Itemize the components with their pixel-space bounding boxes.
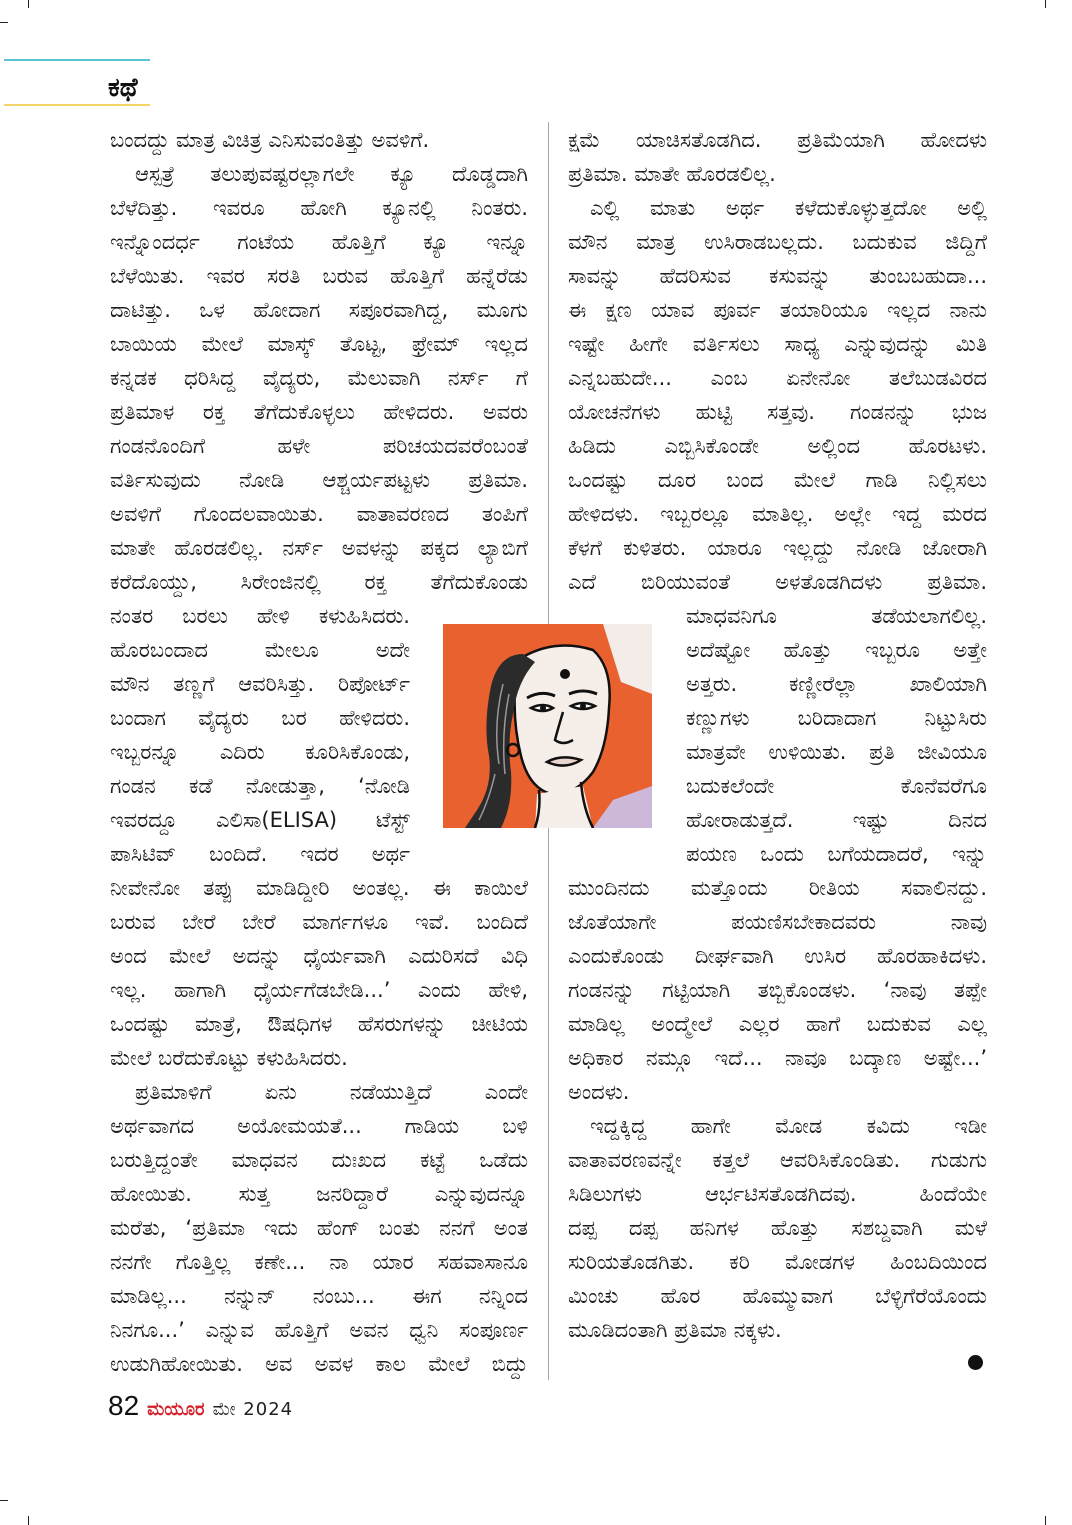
crop-mark [0,1500,8,1501]
text-line: ಪಾಸಿಟಿವ್ ಬಂದಿದೆ. ಇದರ ಅರ್ಥ [110,842,410,866]
text-line: ಮಾತ್ರವೇ ಉಳಿಯಿತು. ಪ್ರತಿ ಜೀವಿಯೂ [686,740,987,764]
text-line: ಬಾಯಿಯ ಮೇಲೆ ಮಾಸ್ಕ್ ತೊಟ್ಟ, ಫ್ರೇಮ್ ಇಲ್ಲದ [110,332,528,356]
crop-mark [1045,1516,1046,1525]
text-line: ಬೆಳೆದಿತ್ತು. ಇವರೂ ಹೋಗಿ ಕ್ಯೂನಲ್ಲಿ ನಿಂತರು. [110,196,528,220]
crop-mark [0,22,8,23]
text-line: ಮೌನ ಮಾತ್ರ ಉಸಿರಾಡಬಲ್ಲದು. ಬದುಕುವ ಜಿದ್ದಿಗೆ [568,230,987,254]
text-line: ಬಂದಾಗ ವೈದ್ಯರು ಬರ ಹೇಳಿದರು. [110,706,410,730]
text-line: ಕರೆದೊಯ್ದು, ಸಿರೇಂಜಿನಲ್ಲಿ ರಕ್ತ ತೆಗೆದುಕೊಂಡು [110,570,528,594]
text-line: ದಪ್ಪ ದಪ್ಪ ಹನಿಗಳ ಹೊತ್ತು ಸಶಬ್ದವಾಗಿ ಮಳೆ [568,1216,987,1240]
text-line: ಹೋಯಿತು. ಸುತ್ತ ಜನರಿದ್ದಾರೆ ಎನ್ನುವುದನ್ನೂ [110,1182,528,1206]
section-rule-top [4,59,150,61]
text-line: ಇವರದ್ದೂ ಎಲಿಸಾ(ELISA) ಟೆಸ್ಟ್ [110,808,410,832]
text-line: ಬರುತ್ತಿದ್ದಂತೇ ಮಾಧವನ ದುಃಖದ ಕಟ್ಟೆ ಒಡೆದು [110,1148,528,1172]
text-line: ಪ್ರತಿಮಾಳ ರಕ್ತ ತೆಗೆದುಕೊಳ್ಳಲು ಹೇಳಿದರು. ಅವರು [110,400,528,424]
text-line: ನೀವೇನೋ ತಪ್ಪು ಮಾಡಿದ್ದೀರಿ ಅಂತಲ್ಲ. ಈ ಕಾಯಿಲೆ [110,876,528,900]
text-line: ಬಂದದ್ದು ಮಾತ್ರ ವಿಚಿತ್ರ ಎನಿಸುವಂತಿತ್ತು ಅವಳಿಗೆ. [110,128,430,152]
text-line: ಯೋಚನೆಗಳು ಹುಟ್ಟಿ ಸತ್ತವು. ಗಂಡನನ್ನು ಭುಜ [568,400,987,424]
text-line: ಕ್ಷಮೆ ಯಾಚಿಸತೊಡಗಿದ. ಪ್ರತಿಮೆಯಾಗಿ ಹೋದಳು [568,128,987,152]
text-line: ಬದುಕಲೆಂದೇ ಕೊನೆವರೆಗೂ [686,774,987,798]
text-line: ಮಾಧವನಿಗೂ ತಡೆಯಲಾಗಲಿಲ್ಲ. [686,604,987,628]
text-line: ನನಗೇ ಗೊತ್ತಿಲ್ಲ ಕಣೇ... ನಾ ಯಾರ ಸಹವಾಸಾನೂ [110,1250,528,1274]
text-line: ಕಣ್ಣುಗಳು ಬರಿದಾದಾಗ ನಿಟ್ಟುಸಿರು [686,706,987,730]
story-illustration [443,624,652,828]
text-line: ಒಂದಷ್ಟು ಮಾತ್ರೆ, ಔಷಧಿಗಳ ಹೆಸರುಗಳನ್ನು ಚೀಟಿಯ [110,1012,528,1036]
text-line: ಹೋರಾಡುತ್ತದೆ. ಇಷ್ಟು ದಿನದ [686,808,987,832]
text-line: ವಾತಾವರಣವನ್ನೇ ಕತ್ತಲೆ ಆವರಿಸಿಕೊಂಡಿತು. ಗುಡುಗು [568,1148,987,1172]
text-line: ಹೇಳಿದಳು. ಇಬ್ಬರಲ್ಲೂ ಮಾತಿಲ್ಲ. ಅಲ್ಲೇ ಇದ್ದ ಮರದ [568,502,987,526]
text-line: ನಿನಗೂ...’ ಎನ್ನುವ ಹೊತ್ತಿಗೆ ಅವನ ಧ್ವನಿ ಸಂಪೂರ್ಣ [110,1318,528,1342]
text-line: ಪಯಣ ಒಂದು ಬಗೆಯದಾದರೆ, ಇನ್ನು [686,842,987,866]
text-line: ಈ ಕ್ಷಣ ಯಾವ ಪೂರ್ವ ತಯಾರಿಯೂ ಇಲ್ಲದ ನಾನು [568,298,987,322]
text-line: ಪ್ರತಿಮಾ. ಮಾತೇ ಹೊರಡಲಿಲ್ಲ. [568,162,776,186]
text-line: ಕನ್ನಡಕ ಧರಿಸಿದ್ದ ವೈದ್ಯರು, ಮೆಲುವಾಗಿ ನರ್ಸ್ ಗೆ [110,366,528,390]
magazine-logo: ಮಯೂರ [147,1399,205,1420]
text-line: ಹೊರಬಂದಾದ ಮೇಲೂ ಅದೇ [110,638,410,662]
text-line: ಇಬ್ಬರನ್ನೂ ಎದಿರು ಕೂರಿಸಿಕೊಂಡು, [110,740,410,764]
text-line: ಜೊತೆಯಾಗೇ ಪಯಣಿಸಬೇಕಾದವರು ನಾವು [568,910,987,934]
text-line: ಪ್ರತಿಮಾಳಿಗೆ ಏನು ನಡೆಯುತ್ತಿದೆ ಎಂದೇ [135,1080,528,1104]
text-line: ಅಂದಳು. [568,1080,630,1104]
text-line: ಸುರಿಯತೊಡಗಿತು. ಕರಿ ಮೋಡಗಳ ಹಿಂಬದಿಯಿಂದ [568,1250,987,1274]
section-label: ಕಥೆ [108,73,138,103]
text-line: ಆಸ್ಪತ್ರೆ ತಲುಪುವಷ್ಟರಲ್ಲಾಗಲೇ ಕ್ಯೂ ದೊಡ್ಡದಾಗಿ [135,162,528,186]
section-rule-bottom [4,104,150,106]
illustration-bindi [560,669,570,679]
text-line: ಬೆಳೆಯಿತು. ಇವರ ಸರತಿ ಬರುವ ಹೊತ್ತಿಗೆ ಹನ್ನೆರೆಡು [110,264,528,288]
text-line: ಸಿಡಿಲುಗಳು ಆರ್ಭಟಿಸತೊಡಗಿದವು. ಹಿಂದೆಯೇ [568,1182,987,1206]
text-line: ಮೌನ ತಣ್ಣಗೆ ಆವರಿಸಿತ್ತು. ರಿಪೋರ್ಟ್ [110,672,410,696]
text-line: ಗಂಡನೊಂದಿಗೆ ಹಳೇ ಪರಿಚಯದವರೆಂಬಂತೆ [110,434,528,458]
text-line: ನಂತರ ಬರಲು ಹೇಳಿ ಕಳುಹಿಸಿದರು. [110,604,410,628]
text-line: ಇಷ್ಟೇ ಹೀಗೇ ವರ್ತಿಸಲು ಸಾಧ್ಯ ಎನ್ನುವುದನ್ನು ಮಿತಿ [568,332,987,356]
text-line: ಇದ್ದಕ್ಕಿದ್ದ ಹಾಗೇ ಮೋಡ ಕವಿದು ಇಡೀ [590,1114,987,1138]
text-line: ಕೆಳಗೆ ಕುಳಿತರು. ಯಾರೂ ಇಲ್ಲದ್ದು ನೋಡಿ ಜೋರಾಗಿ [568,536,987,560]
text-line: ಬರುವ ಬೇರೆ ಬೇರೆ ಮಾರ್ಗಗಳೂ ಇವೆ. ಬಂದಿದೆ [110,910,528,934]
text-line: ಗಂಡನ ಕಡೆ ನೋಡುತ್ತಾ, ‘ನೋಡಿ [110,774,410,798]
text-line: ಗಂಡನನ್ನು ಗಟ್ಟಿಯಾಗಿ ತಬ್ಬಿಕೊಂಡಳು. ‘ನಾವು ತಪ್ಪೇ [568,978,987,1002]
text-line: ಎಂದುಕೊಂಡು ದೀರ್ಘವಾಗಿ ಉಸಿರ ಹೊರಹಾಕಿದಳು. [568,944,987,968]
text-line: ಅಧಿಕಾರ ನಮ್ಗೂ ಇದೆ... ನಾವೂ ಬದ್ಕಾಣ ಅಷ್ಟೇ...’ [568,1046,987,1070]
issue-date: ಮೇ 2024 [212,1399,294,1420]
text-line: ಮಿಂಚು ಹೊರ ಹೊಮ್ಮುವಾಗ ಬೆಳ್ಳಿಗೆರೆಯೊಂದು [568,1284,987,1308]
text-line: ವರ್ತಿಸುವುದು ನೋಡಿ ಆಶ್ಚರ್ಯಪಟ್ಟಳು ಪ್ರತಿಮಾ. [110,468,528,492]
text-line: ಎದೆ ಬಿರಿಯುವಂತೆ ಅಳತೊಡಗಿದಳು ಪ್ರತಿಮಾ. [568,570,987,594]
text-line: ಮೇಲೆ ಬರೆದುಕೊಟ್ಟು ಕಳುಹಿಸಿದರು. [110,1046,348,1070]
text-line: ದಾಟಿತ್ತು. ಒಳ ಹೋದಾಗ ಸಪೂರವಾಗಿದ್ದ, ಮೂಗು [110,298,528,322]
crop-mark [28,1516,29,1525]
text-line: ಅರ್ಥವಾಗದ ಅಯೋಮಯತೆ... ಗಾಡಿಯ ಬಳಿ [110,1114,528,1138]
text-line: ಹಿಡಿದು ಎಬ್ಬಿಸಿಕೊಂಡೇ ಅಲ್ಲಿಂದ ಹೊರಟಳು. [568,434,987,458]
text-line: ಮೂಡಿದಂತಾಗಿ ಪ್ರತಿಮಾ ನಕ್ಕಳು. [568,1318,782,1342]
text-line: ಒಂದಷ್ಟು ದೂರ ಬಂದ ಮೇಲೆ ಗಾಡಿ ನಿಲ್ಲಿಸಲು [568,468,987,492]
text-line: ಎನ್ನಬಹುದೇ... ಎಂಬ ಏನೇನೋ ತಲೆಬುಡವಿರದ [568,366,987,390]
text-line: ಮಾತೇ ಹೊರಡಲಿಲ್ಲ. ನರ್ಸ್ ಅವಳನ್ನು ಪಕ್ಕದ ಲ್ಯಾಬಿಗೆ [110,536,528,560]
end-of-story-bullet [968,1355,983,1370]
page-number: 82 [108,1390,140,1421]
text-line: ಎಲ್ಲಿ ಮಾತು ಅರ್ಥ ಕಳೆದುಕೊಳ್ಳುತ್ತದೋ ಅಲ್ಲಿ [590,196,987,220]
text-line: ಅತ್ತರು. ಕಣ್ಣೀರೆಲ್ಲಾ ಖಾಲಿಯಾಗಿ [686,672,987,696]
text-line: ಅವಳಿಗೆ ಗೊಂದಲವಾಯಿತು. ವಾತಾವರಣದ ತಂಪಿಗೆ [110,502,528,526]
text-line: ಮರೆತು, ‘ಪ್ರತಿಮಾ ಇದು ಹೆಂಗ್ ಬಂತು ನನಗೆ ಅಂತ [110,1216,528,1240]
text-line: ಸಾವನ್ನು ಹೆದರಿಸುವ ಕಸುವನ್ನು ತುಂಬಬಹುದಾ... [568,264,987,288]
text-line: ಮಾಡಿಲ್ಲ ಅಂದ್ಮೇಲೆ ಎಲ್ಲರ ಹಾಗೆ ಬದುಕುವ ಎಲ್ಲ [568,1012,987,1036]
page-footer [108,1390,293,1430]
crop-mark [28,0,29,8]
text-line: ಉಡುಗಿಹೋಯಿತು. ಅವ ಅವಳ ಕಾಲ ಮೇಲೆ ಬಿದ್ದು [110,1352,528,1376]
text-line: ಮಾಡಿಲ್ಲ... ನನ್ನುನ್ ನಂಬು... ಈಗ ನನ್ನಿಂದ [110,1284,528,1308]
text-line: ಅಂದ ಮೇಲೆ ಅದನ್ನು ಧೈರ್ಯವಾಗಿ ಎದುರಿಸದೆ ವಿಧಿ [110,944,528,968]
text-line: ಅದೆಷ್ಟೋ ಹೊತ್ತು ಇಬ್ಬರೂ ಅತ್ತೇ [686,638,987,662]
text-line: ಮುಂದಿನದು ಮತ್ತೊಂದು ರೀತಿಯ ಸವಾಲಿನದ್ದು. [568,876,987,900]
text-line: ಇನ್ನೊಂದರ್ಧ ಗಂಟೆಯ ಹೊತ್ತಿಗೆ ಕ್ಯೂ ಇನ್ನೂ [110,230,528,254]
text-line: ಇಲ್ಲ. ಹಾಗಾಗಿ ಧೈರ್ಯಗೆಡಬೇಡಿ...’ ಎಂದು ಹೇಳಿ, [110,978,528,1002]
crop-mark [1045,0,1046,8]
